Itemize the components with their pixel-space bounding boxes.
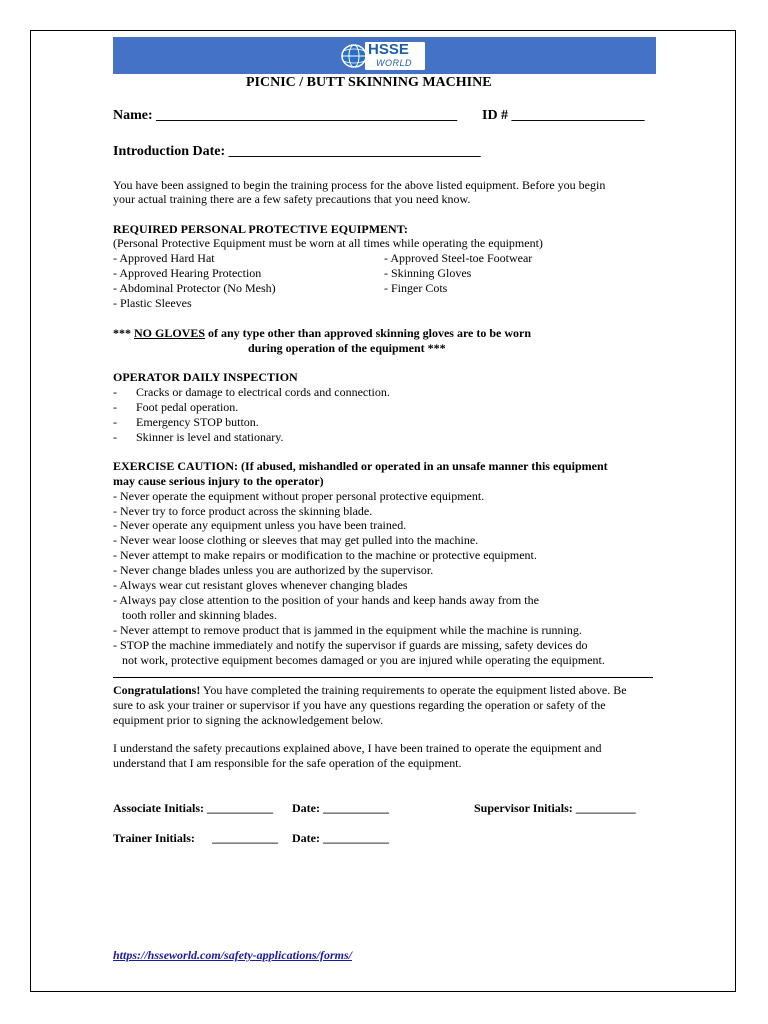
name-field: Name: ___________________________________________: [113, 108, 458, 123]
caution-item: - Never change blades unless you are authorized by the supervisor.: [113, 563, 434, 577]
caution-heading: EXERCISE CAUTION: (If abused, mishandled or operated in an unsafe manner this equipment: [113, 459, 608, 473]
caution-item: - STOP the machine immediately and notify the supervisor if guards are missing, safety devices do: [113, 638, 588, 652]
gloves-warning-emphasis: NO GLOVES: [134, 326, 206, 340]
ppe-item: - Finger Cots: [384, 281, 448, 295]
gloves-warning-prefix: ***: [113, 326, 134, 340]
congrats-emphasis: Congratulations!: [113, 683, 201, 697]
caution-item: - Never operate any equipment unless you have been trained.: [113, 518, 407, 532]
trainer-date-field: Date: ___________: [292, 831, 389, 845]
caution-item: tooth roller and skinning blades.: [113, 608, 277, 622]
trainer-initials-blank: ___________: [212, 831, 278, 845]
caution-item: - Never try to force product across the skinning blade.: [113, 504, 373, 518]
ppe-item: - Skinning Gloves: [384, 266, 472, 280]
inspection-item: Emergency STOP button.: [136, 415, 259, 429]
congrats-line: [113, 683, 627, 697]
inspection-heading: OPERATOR DAILY INSPECTION: [113, 370, 298, 384]
inspection-item: Cracks or damage to electrical cords and connection.: [136, 385, 390, 399]
congrats-text: You have completed the training requirements to operate the equipment listed above. Be: [200, 683, 627, 697]
caution-item: - Never wear loose clothing or sleeves that may get pulled into the machine.: [113, 533, 479, 547]
congrats-line: sure to ask your trainer or supervisor if you have any questions regarding the operation or safety of the: [113, 698, 606, 712]
id-field: ID # ___________________: [482, 108, 645, 123]
inspection-dash: -: [113, 400, 117, 414]
caution-item: - Always pay close attention to the position of your hands and keep hands away from the: [113, 593, 539, 607]
caution-heading-line2: may cause serious injury to the operator): [113, 474, 324, 488]
ppe-item: - Abdominal Protector (No Mesh): [113, 281, 276, 295]
inspection-dash: -: [113, 430, 117, 444]
hsse-world-logo: [340, 41, 426, 71]
congrats-line: equipment prior to signing the acknowledgement below.: [113, 713, 384, 727]
associate-initials-field: Associate Initials: ___________: [113, 801, 273, 815]
logo-text-top: HSSE: [368, 41, 409, 58]
ppe-item: - Approved Steel-toe Footwear: [384, 251, 533, 265]
trainer-initials-field: Trainer Initials:: [113, 831, 195, 845]
acknowledgement-line: understand that I am responsible for the safe operation of the equipment.: [113, 756, 462, 770]
gloves-warning: [113, 326, 531, 340]
intro-paragraph-line: your actual training there are a few safety precautions that you need know.: [113, 192, 471, 206]
caution-item: - Never operate the equipment without proper personal protective equipment.: [113, 489, 485, 503]
logo-text-bottom: WORLD: [376, 58, 412, 68]
introduction-date-field: Introduction Date: ____________________________________: [113, 144, 481, 159]
inspection-item: Foot pedal operation.: [136, 400, 239, 414]
gloves-warning-line2: during operation of the equipment ***: [248, 341, 446, 355]
inspection-dash: -: [113, 415, 117, 429]
acknowledgement-line: I understand the safety precautions explained above, I have been trained to operate the equipment and: [113, 741, 602, 755]
intro-paragraph-line: You have been assigned to begin the training process for the above listed equipment. Before you begin: [113, 178, 606, 192]
inspection-item: Skinner is level and stationary.: [136, 430, 284, 444]
caution-item: not work, protective equipment becomes damaged or you are injured while operating the equipment.: [113, 653, 605, 667]
caution-item: - Never attempt to make repairs or modification to the machine or protective equipment.: [113, 548, 537, 562]
section-divider: [113, 677, 653, 678]
caution-item: - Never attempt to remove product that is jammed in the equipment while the machine is running.: [113, 623, 582, 637]
caution-item: - Always wear cut resistant gloves whenever changing blades: [113, 578, 408, 592]
supervisor-initials-field: Supervisor Initials: __________: [474, 801, 636, 815]
footer-forms-link[interactable]: https://hsseworld.com/safety-applications/forms/: [113, 948, 353, 962]
ppe-item: - Approved Hard Hat: [113, 251, 215, 265]
associate-date-field: Date: ___________: [292, 801, 389, 815]
ppe-item: - Approved Hearing Protection: [113, 266, 262, 280]
gloves-warning-text: of any type other than approved skinning gloves are to be worn: [205, 326, 532, 340]
document-title: PICNIC / BUTT SKINNING MACHINE: [246, 75, 492, 90]
ppe-item: - Plastic Sleeves: [113, 296, 192, 310]
inspection-dash: -: [113, 385, 117, 399]
ppe-heading: REQUIRED PERSONAL PROTECTIVE EQUIPMENT:: [113, 222, 408, 236]
ppe-note: (Personal Protective Equipment must be worn at all times while operating the equipment): [113, 236, 543, 250]
